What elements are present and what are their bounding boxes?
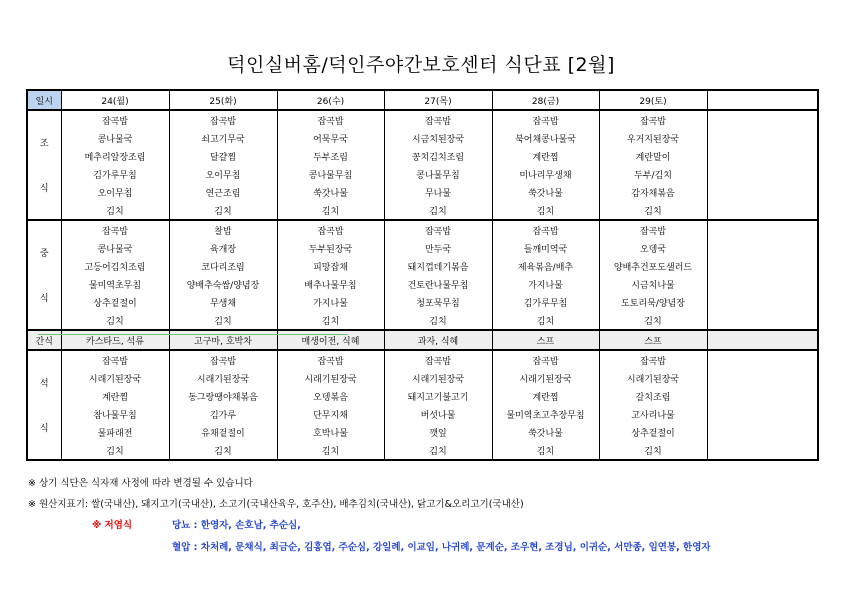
menu-cell: 코다리조림 [169,257,277,275]
snack-cell: 스프 [492,330,599,350]
menu-cell [707,369,818,387]
menu-cell [707,350,818,369]
menu-cell: 시래기된장국 [277,369,384,387]
menu-cell: 김치 [492,311,599,330]
menu-cell: 콩나물무침 [384,165,492,183]
menu-cell: 김가루무침 [492,293,599,311]
menu-cell: 잡곡밥 [61,220,169,239]
menu-cell [707,201,818,220]
hypertension-list: 혈압 : 차처례, 문채식, 최금순, 김홍엽, 주순심, 강일례, 이교임, 나귀례, 문계순, 조우현, 조경님, 이귀순, 서만종, 임연봉, 한영자 [172,542,711,553]
menu-cell [707,239,818,257]
page-title: 덕인실버홈/덕인주야간보호센터 식단표 [2월] [227,54,615,76]
day-header: 27(목) [384,90,492,110]
menu-cell: 깻잎 [384,423,492,441]
menu-cell: 김치 [61,311,169,330]
menu-cell: 고등어김치조림 [61,257,169,275]
menu-cell: 무나물 [384,183,492,201]
menu-cell: 제육볶음/배추 [492,257,599,275]
menu-cell: 물미역초무침 [61,275,169,293]
menu-cell: 청포묵무침 [384,293,492,311]
breakfast-section [27,110,818,220]
menu-cell: 무생채 [169,293,277,311]
menu-cell: 두부된장국 [277,239,384,257]
menu-cell: 김치 [277,201,384,220]
menu-cell: 계란찜 [61,387,169,405]
menu-cell: 찰밥 [169,220,277,239]
menu-cell: 잡곡밥 [384,110,492,129]
menu-cell: 만두국 [384,239,492,257]
menu-cell: 양배추건포도샐러드 [599,257,707,275]
menu-cell [707,387,818,405]
menu-cell [707,275,818,293]
menu-row [27,369,818,387]
menu-cell: 잡곡밥 [384,220,492,239]
menu-cell: 동그랑땡야채볶음 [169,387,277,405]
menu-cell: 돼지껍데기볶음 [384,257,492,275]
menu-cell: 미나리무생채 [492,165,599,183]
menu-cell: 김치 [169,201,277,220]
menu-row [27,423,818,441]
menu-cell: 잡곡밥 [61,350,169,369]
snack-cell: 카스타드, 석류 [61,330,169,350]
menu-cell: 잡곡밥 [492,220,599,239]
menu-table [26,89,819,461]
menu-cell: 상추겉절이 [61,293,169,311]
menu-cell: 김치 [277,441,384,460]
snack-cell: 고구마, 호박차 [169,330,277,350]
menu-cell: 참나물무침 [61,405,169,423]
menu-cell: 김치 [384,311,492,330]
menu-cell: 고사리나물 [599,405,707,423]
change-notice: ※ 상기 식단은 식자재 사정에 따라 변경될 수 있습니다 [28,478,253,489]
menu-cell: 시래기된장국 [599,369,707,387]
day-header: 25(화) [169,90,277,110]
meal-label-top: 석 [39,379,49,389]
menu-cell: 김치 [599,311,707,330]
menu-cell: 잡곡밥 [492,350,599,369]
menu-cell: 감자채볶음 [599,183,707,201]
menu-cell: 두부/김치 [599,165,707,183]
menu-cell: 잡곡밥 [599,110,707,129]
menu-cell: 김치 [384,201,492,220]
menu-cell [707,220,818,239]
menu-row [27,220,818,239]
snack-cell [707,330,818,350]
menu-row [27,129,818,147]
menu-cell: 김치 [384,441,492,460]
menu-row [27,441,818,460]
menu-cell: 잡곡밥 [277,350,384,369]
menu-row [27,147,818,165]
menu-cell [707,441,818,460]
menu-cell: 콩나물무침 [277,165,384,183]
menu-cell: 콩나물국 [61,129,169,147]
day-header: 24(월) [61,90,169,110]
menu-cell: 김치 [599,201,707,220]
menu-cell: 오뎅국 [599,239,707,257]
lunch-section [27,220,818,330]
meal-label-bottom: 식 [39,184,49,194]
menu-row [27,165,818,183]
meal-label-bottom: 식 [39,294,49,304]
snack-row [27,330,818,350]
menu-cell: 호박나물 [277,423,384,441]
menu-cell [707,129,818,147]
menu-cell: 달걀찜 [169,147,277,165]
menu-cell: 김가루 [169,405,277,423]
menu-cell: 시금치나물 [599,275,707,293]
menu-cell: 김치 [169,311,277,330]
menu-cell: 김치 [169,441,277,460]
snack-section [27,330,818,350]
menu-cell: 쑥갓나물 [492,423,599,441]
menu-row [27,275,818,293]
menu-cell: 상추겉절이 [599,423,707,441]
menu-cell: 어묵무국 [277,129,384,147]
menu-cell: 쇠고기무국 [169,129,277,147]
menu-cell: 단무지채 [277,405,384,423]
day-header [707,90,818,110]
menu-cell: 계란찜 [492,387,599,405]
menu-cell [707,311,818,330]
menu-cell: 시래기된장국 [169,369,277,387]
meal-label [27,350,61,460]
menu-cell: 잡곡밥 [492,110,599,129]
menu-cell: 계란찜 [492,147,599,165]
menu-cell [707,110,818,129]
menu-cell: 두부조림 [277,147,384,165]
menu-cell: 쑥갓나물 [492,183,599,201]
menu-cell: 김치 [61,201,169,220]
highlight-line [38,334,348,335]
menu-cell: 꽁치김치조림 [384,147,492,165]
menu-cell: 배추나물무침 [277,275,384,293]
menu-cell: 김치 [599,441,707,460]
menu-cell: 건토란나물무침 [384,275,492,293]
menu-cell: 잡곡밥 [169,350,277,369]
menu-cell: 육개장 [169,239,277,257]
menu-row [27,239,818,257]
menu-cell: 김치 [492,201,599,220]
dinner-section [27,350,818,460]
menu-cell: 잡곡밥 [599,350,707,369]
menu-cell: 계란말이 [599,147,707,165]
menu-cell: 도토리묵/양념장 [599,293,707,311]
menu-cell: 돼지고기불고기 [384,387,492,405]
menu-cell: 북어채콩나물국 [492,129,599,147]
menu-row [27,257,818,275]
menu-cell: 오이무침 [61,183,169,201]
menu-row [27,201,818,220]
menu-cell: 시금치된장국 [384,129,492,147]
menu-cell [707,165,818,183]
menu-cell: 김치 [61,441,169,460]
snack-cell: 매생이전, 식혜 [277,330,384,350]
menu-row [27,293,818,311]
menu-cell [707,405,818,423]
menu-cell [707,257,818,275]
snack-cell: 스프 [599,330,707,350]
meal-label [27,110,61,220]
menu-cell: 김가루무침 [61,165,169,183]
menu-cell [707,423,818,441]
menu-cell: 김치 [492,441,599,460]
header-label: 일시 [27,90,61,110]
origin-notice: ※ 원산지표기: 쌀(국내산), 돼지고기(국내산), 소고기(국내산육우, 호주산), 배추김치(국내산), 닭고기&오리고기(국내산) [28,499,524,510]
menu-cell: 물파래전 [61,423,169,441]
menu-cell [707,147,818,165]
menu-row [27,311,818,330]
menu-cell [707,293,818,311]
menu-cell: 잡곡밥 [384,350,492,369]
menu-cell: 물미역초고추장무침 [492,405,599,423]
menu-row [27,405,818,423]
menu-row [27,387,818,405]
menu-cell: 피망잡채 [277,257,384,275]
menu-cell: 잡곡밥 [61,110,169,129]
menu-cell: 시래기된장국 [61,369,169,387]
menu-cell: 오뎅볶음 [277,387,384,405]
menu-cell [707,183,818,201]
menu-cell: 쑥갓나물 [277,183,384,201]
diabetes-list: 당뇨 : 한영자, 손호남, 추순심, [172,520,301,531]
menu-cell: 김치 [277,311,384,330]
snack-label: 간식 [27,330,61,350]
menu-cell: 가지나물 [492,275,599,293]
menu-cell: 양배추숙쌈/양념장 [169,275,277,293]
day-header: 29(토) [599,90,707,110]
menu-row [27,183,818,201]
menu-cell: 들깨미역국 [492,239,599,257]
menu-cell: 시래기된장국 [492,369,599,387]
meal-label-top: 중 [39,249,49,259]
menu-cell: 콩나물국 [61,239,169,257]
day-header: 26(수) [277,90,384,110]
meal-label [27,220,61,330]
menu-cell: 시래기된장국 [384,369,492,387]
menu-cell: 잡곡밥 [277,220,384,239]
menu-cell: 연근조림 [169,183,277,201]
low-salt-label: ※ 저염식 [92,520,133,531]
menu-cell: 유채겉절이 [169,423,277,441]
menu-cell: 잡곡밥 [277,110,384,129]
menu-cell: 버섯나물 [384,405,492,423]
menu-cell: 가지나물 [277,293,384,311]
menu-cell: 잡곡밥 [169,110,277,129]
menu-cell: 잡곡밥 [599,220,707,239]
menu-row [27,110,818,129]
meal-label-top: 조 [39,139,49,149]
table-header-row [27,90,818,110]
menu-cell: 오이무침 [169,165,277,183]
menu-cell: 우거지된장국 [599,129,707,147]
menu-cell: 메추리알장조림 [61,147,169,165]
menu-row [27,350,818,369]
menu-cell: 갈치조림 [599,387,707,405]
day-header: 28(금) [492,90,599,110]
meal-label-bottom: 식 [39,424,49,434]
snack-cell: 과자, 식혜 [384,330,492,350]
